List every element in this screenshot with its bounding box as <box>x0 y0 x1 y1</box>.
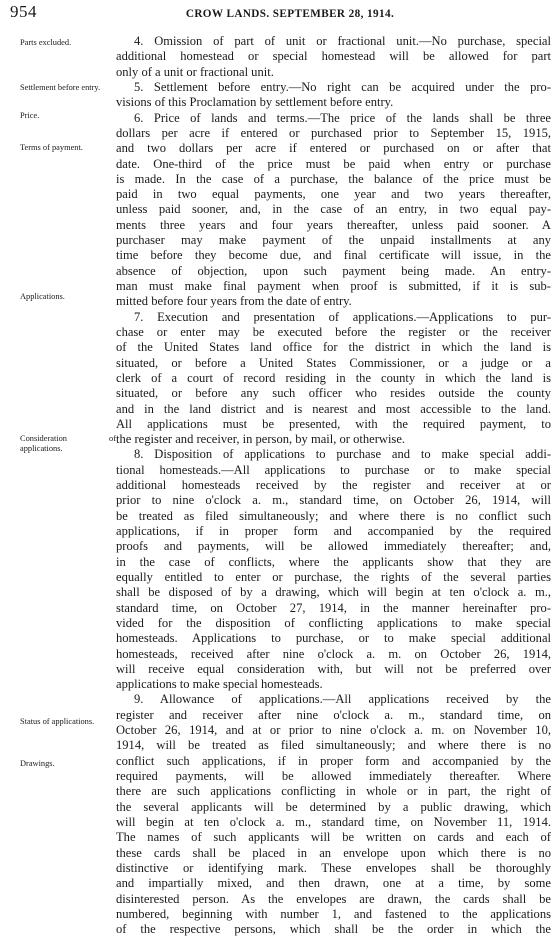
margin-note-parts-excluded: Parts excluded. <box>20 38 72 47</box>
text-line: 8. Disposition of applications to purchase and to make special addi- <box>134 447 551 462</box>
text-line: homesteads. Applications to purchase, or to make special additional <box>116 631 551 646</box>
text-line: prior to nine o'clock a. m., standard time, on October 26, 1914, will <box>116 493 551 508</box>
text-line: date. One-third of the price must be paid when entry or purchase <box>116 156 551 171</box>
text-line: homesteads, received after nine o'clock a. m. on October 26, 1914, <box>116 646 551 661</box>
margin-note-terms-of-payment: Terms of payment. <box>20 143 83 152</box>
text-line: dollars per acre if entered or purchased prior to September 15, 1915, <box>116 125 551 140</box>
text-line: will begin at ten o'clock a. m., standard time, on November 11, 1914. <box>116 814 551 829</box>
margin-note-drawings: Drawings. <box>20 759 55 768</box>
text-line: tional homesteads.—All applications to purchase or to make special <box>116 462 551 477</box>
text-line: conflict such applications, if in proper form and accompanied by the <box>116 753 551 768</box>
page-header <box>0 0 558 26</box>
margin-note-consideration-of-applications: Consideration of applications. <box>20 434 116 453</box>
text-line: applications to make special homesteads. <box>116 677 323 692</box>
text-line: and impartially mixed, and then drawn, one at a time, by some <box>116 876 551 891</box>
text-line: situated, or before any such officer who resides outside the county <box>116 386 551 401</box>
text-line: be treated as filed simultaneously; and where there is no conflict such <box>116 508 551 523</box>
running-head: CROW LANDS. SEPTEMBER 28, 1914. <box>185 8 395 20</box>
page-number: 954 <box>10 2 37 21</box>
text-line: 4. Omission of part of unit or fractional unit.—No purchase, special <box>134 34 551 48</box>
text-line: there are such applications conflicting in whole or in part, the right of <box>116 784 551 799</box>
text-line: distinctive or identifying mark. These envelopes shall be thoroughly <box>116 860 551 875</box>
text-line: 6. Price of lands and terms.—The price of the lands shall be three <box>134 110 551 125</box>
text-line: additional homestead or special homestead will be allowed for part <box>116 49 551 64</box>
text-line: The names of such applicants will be written on cards and each of <box>116 830 551 845</box>
text-line: equally entitled to enter or purchase, the rights of the several parties <box>116 569 551 584</box>
text-line: absence of objection, upon such payment being made. An entry- <box>116 263 551 278</box>
text-line: 1914, will be treated as filed simultaneously; and where there is no <box>116 738 551 753</box>
text-line: is made. In the case of a purchase, the balance of the price must be <box>116 171 551 186</box>
text-line: unless paid sooner, and, in the case of an entry, in two equal pay- <box>116 202 551 217</box>
text-line: will receive equal consideration with, but will not be preferred over <box>116 661 551 676</box>
text-line: register and receiver after nine o'clock a. m., standard time, on <box>116 707 551 722</box>
text-line: additional homesteads received by the register and receiver at or <box>116 478 551 493</box>
text-line: vided for the disposition of conflicting applications to make special <box>116 615 551 630</box>
text-line: October 26, 1914, and at or prior to nine o'clock a. m. on November 10, <box>116 723 551 738</box>
text-line: 5. Settlement before entry.—No right can be acquired under the pro- <box>134 79 551 94</box>
text-line: only of a unit or fractional unit. <box>116 64 274 79</box>
text-line: paid in two equal payments, one year and two years thereafter, <box>116 187 551 202</box>
text-line: in the case of conflicts, where the applicants show that they are <box>116 554 551 569</box>
margin-note-status-of-applications: Status of applications. <box>20 717 95 726</box>
text-line: of the respective persons, which shall be the order in which the <box>116 922 551 937</box>
text-line: man must make final payment when proof is submitted, if it is sub- <box>116 279 551 293</box>
text-line: standard time, on October 27, 1914, in the manner hereinafter pro- <box>116 600 551 615</box>
text-line: chase or enter may be executed before the register or the receiver <box>116 324 551 339</box>
proclamation-text <box>116 34 551 937</box>
text-line: visions of this Proclamation by settlement before entry. <box>116 95 394 110</box>
text-line: 7. Execution and presentation of applications.—Applications to pur- <box>134 309 551 324</box>
text-line: applications, if in proper form and accompanied by the required <box>116 524 551 538</box>
text-line: clerk of a court of record residing in the county in which the land is <box>116 370 551 385</box>
text-line: the several applicants will be determined by a public drawing, which <box>116 799 551 814</box>
text-line: purchaser may make payment of the unpaid installments at any <box>116 233 551 248</box>
text-line: All applications must be presented, with the required payment, to <box>116 416 551 431</box>
text-line: ments three years and four years thereafter, unless paid sooner. A <box>116 217 551 232</box>
text-line: and in the land district and is nearest and most accessible to the land. <box>116 401 551 416</box>
text-line: 9. Allowance of applications.—All applications received by the <box>134 692 551 707</box>
text-line: shall be disposed of by a drawing, which will begin at ten o'clock a. m., <box>116 585 551 600</box>
text-line: these cards shall be placed in an envelope upon which there is no <box>116 845 551 860</box>
text-line: time before they become due, and final certificate will issue, in the <box>116 248 551 263</box>
text-line: proofs and payments, will be allowed immediately thereafter; and, <box>116 539 551 554</box>
text-line: mitted before four years from the date of entry. <box>116 294 352 309</box>
text-line: and two dollars per acre if entered or purchased on or after that <box>116 141 551 156</box>
text-line: the register and receiver, in person, by mail, or otherwise. <box>116 432 406 447</box>
text-line: required payments, will be allowed immediately thereafter. Where <box>116 769 551 783</box>
margin-note-price: Price. <box>20 111 40 120</box>
text-line: of the United States land office for the district in which the land is <box>116 340 551 355</box>
text-line: situated, or before a United States Commissioner, or a judge or a <box>116 355 551 370</box>
text-line: numbered, beginning with number 1, and fastened to the applications <box>116 906 551 921</box>
text-line: disinterested person. As the envelopes are drawn, the cards shall be <box>116 891 551 906</box>
margin-note-applications: Applications. <box>20 292 65 301</box>
margin-note-settlement-before-entry: Settlement before entry. <box>20 83 101 92</box>
